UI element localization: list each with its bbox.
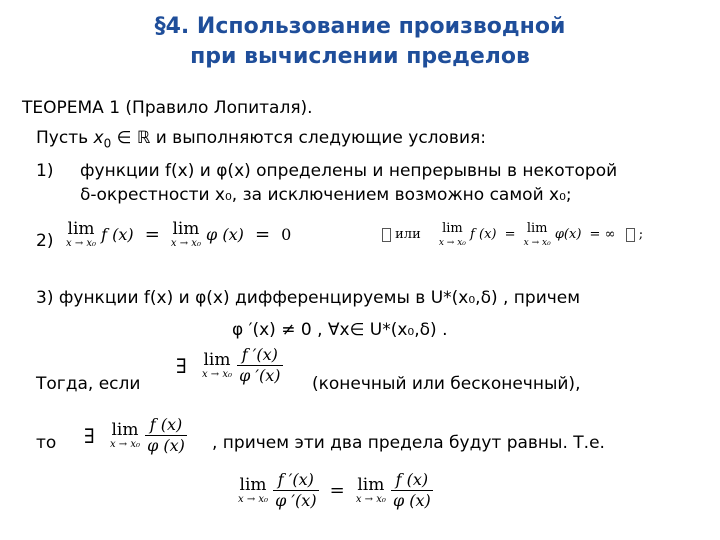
- or-label: или: [395, 227, 421, 242]
- exists-symbol: ∃: [84, 423, 95, 448]
- zero-value: 0: [281, 225, 292, 244]
- intro-prefix: Пусть: [36, 128, 89, 148]
- infinity-value: = ∞: [589, 227, 616, 242]
- bracket-right-icon: [626, 228, 635, 242]
- condition-1-line-2: δ-окрестности x₀, за исключением возможно самой x₀;: [80, 185, 572, 205]
- exists-symbol: ∃: [176, 353, 187, 378]
- function-phi: φ (x): [206, 225, 244, 244]
- condition-3-line-1: 3) функции f(x) и φ(x) дифференцируемы в U*(x₀,δ) , причем: [36, 288, 581, 308]
- limit-operator: lim x → x₀: [355, 475, 386, 505]
- limit-operator: lim x → x₀: [66, 219, 97, 249]
- condition-3-line-2: φ ′(x) ≠ 0 , ∀x∈ U*(x₀,δ) .: [232, 320, 448, 340]
- limit-operator: lim x → x₀: [170, 219, 201, 249]
- condition-2-number: 2): [36, 231, 54, 251]
- function-f: f (x): [101, 225, 134, 244]
- limit-operator: lim x → x₀: [523, 221, 551, 248]
- then-formula: [176, 345, 283, 386]
- condition-1-line-1: функции f(x) и φ(x) определены и непрерывны в некоторой: [80, 161, 618, 181]
- then-suffix: (конечный или бесконечный),: [312, 374, 581, 394]
- equals-sign: =: [144, 224, 160, 245]
- intro-sub: 0: [103, 136, 112, 151]
- to-label: то: [36, 433, 57, 453]
- title-line-2: при вычислении пределов: [190, 44, 530, 69]
- then-label: Тогда, если: [36, 374, 141, 394]
- alt-function-phi: φ(x): [554, 227, 582, 242]
- theorem-heading: ТЕОРЕМА 1 (Правило Лопиталя).: [22, 98, 313, 118]
- limit-operator: lim x → x₀: [109, 420, 140, 450]
- condition-2-formula: [66, 220, 291, 249]
- condition-1-number: 1): [36, 161, 54, 181]
- final-equality: [238, 470, 433, 511]
- semicolon: ;: [638, 227, 644, 242]
- intro-point: x: [93, 128, 104, 148]
- limit-operator: lim x → x₀: [238, 475, 269, 505]
- equals-sign: =: [254, 224, 271, 245]
- intro-member: ∈ ℝ: [116, 128, 151, 148]
- function-ratio: $\frac{f (x)}{\varphi (x)}$: [147, 415, 185, 455]
- derivative-ratio: $\frac{f '(x)}{\varphi '(x)}$: [275, 470, 317, 510]
- limit-operator: lim x → x₀: [201, 350, 232, 380]
- equals-sign: =: [329, 480, 345, 501]
- theorem-intro: [36, 128, 486, 153]
- to-suffix: , причем эти два предела будут равны. Т.е.: [212, 433, 605, 453]
- title-line-1: §4. Использование производной: [154, 14, 566, 39]
- derivative-ratio: $\frac{f '(x)}{\varphi '(x)}$: [239, 345, 281, 385]
- equals-sign: =: [504, 227, 516, 242]
- to-formula: [84, 415, 187, 456]
- condition-2-alternative: [382, 220, 643, 249]
- function-ratio: $\frac{f (x)}{\varphi (x)}$: [392, 470, 431, 510]
- page-title: [0, 12, 720, 72]
- alt-function-f: f (x): [470, 227, 497, 242]
- bracket-left-icon: [382, 228, 391, 242]
- limit-operator: lim x → x₀: [438, 221, 466, 248]
- intro-suffix: и выполняются следующие условия:: [155, 128, 486, 148]
